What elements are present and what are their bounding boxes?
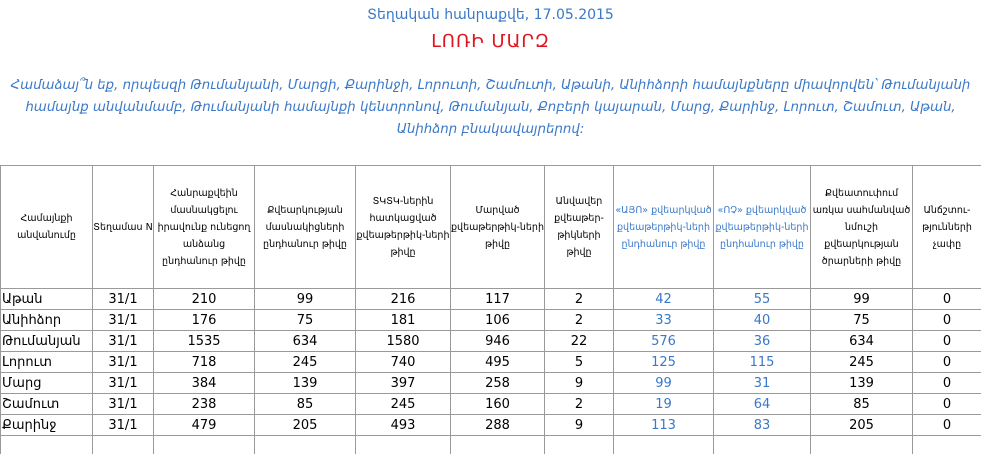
eligible-cell: 384 [154, 373, 255, 394]
col-header-discrepancy: Անճշտու-թյունների չափը [913, 166, 981, 289]
col-header-precinct: Տեղամաս N [93, 166, 154, 289]
community-name-cell: Մարց [1, 373, 93, 394]
cancelled-cell: 288 [451, 415, 545, 436]
table-row [1, 310, 981, 331]
referendum-question: Համաձայ՞ն եք, որպեսզի Թումանյանի, Մարցի, Քարինջի, Լորուտի, Շամուտի, Աթանի, Անիհձորի համայնքները միավորվեն՝ Թումանյանի համայնք անվանմամբ, Թումանյանի համայնքի կենտրոնով, Թումանյան, Քոբերի կայարան, Մարց, Քարինջ, Լորուտ, Շամուտ, Աթան, Անիհձոր բնակավայրերով: [10, 78, 971, 137]
results-table [0, 165, 981, 454]
community-name-cell: Քարինջ [1, 415, 93, 436]
table-row [1, 289, 981, 310]
yes-votes-cell: 125 [614, 352, 714, 373]
table-row [1, 331, 981, 352]
empty-cell [913, 436, 981, 455]
envelopes-cell: 245 [811, 352, 913, 373]
community-name-cell: Անիհձոր [1, 310, 93, 331]
participants-cell: 634 [255, 331, 356, 352]
participants-cell: 139 [255, 373, 356, 394]
referendum-subtitle: Տեղական հանրաքվե, 17.05.2015 [367, 7, 614, 23]
discrepancy-cell: 0 [913, 289, 981, 310]
community-name-cell: Աթան [1, 289, 93, 310]
yes-votes-cell: 42 [614, 289, 714, 310]
precinct-cell: 31/1 [93, 394, 154, 415]
invalid-cell: 9 [545, 415, 614, 436]
col-header-participants: Քվեարկության մասնակիցների ընդհանուր թիվը [255, 166, 356, 289]
precinct-cell: 31/1 [93, 331, 154, 352]
empty-cell [93, 436, 154, 455]
allocated-cell: 493 [356, 415, 451, 436]
no-votes-cell: 64 [714, 394, 811, 415]
empty-cell [356, 436, 451, 455]
empty-cell [714, 436, 811, 455]
table-row [1, 352, 981, 373]
col-header-yes: «ԱՅՈ» քվեարկված քվեաթերթիկ-ների ընդհանուր թիվը [614, 166, 714, 289]
empty-cell [255, 436, 356, 455]
yes-votes-cell: 576 [614, 331, 714, 352]
invalid-cell: 2 [545, 310, 614, 331]
allocated-cell: 740 [356, 352, 451, 373]
envelopes-cell: 139 [811, 373, 913, 394]
empty-cell [811, 436, 913, 455]
cancelled-cell: 160 [451, 394, 545, 415]
envelopes-cell: 205 [811, 415, 913, 436]
allocated-cell: 1580 [356, 331, 451, 352]
community-name-cell: Շամուտ [1, 394, 93, 415]
empty-cell [614, 436, 714, 455]
yes-votes-cell: 99 [614, 373, 714, 394]
discrepancy-cell: 0 [913, 310, 981, 331]
invalid-cell: 9 [545, 373, 614, 394]
envelopes-cell: 634 [811, 331, 913, 352]
table-row [1, 394, 981, 415]
col-header-cancelled: Մարված քվեաթերթիկ-ների թիվը [451, 166, 545, 289]
yes-votes-cell: 33 [614, 310, 714, 331]
cancelled-cell: 258 [451, 373, 545, 394]
participants-cell: 85 [255, 394, 356, 415]
col-header-no: «ՈՉ» քվեարկված քվեաթերթիկ-ների ընդհանուր թիվը [714, 166, 811, 289]
allocated-cell: 245 [356, 394, 451, 415]
participants-cell: 205 [255, 415, 356, 436]
precinct-cell: 31/1 [93, 352, 154, 373]
col-header-community: Համայնքի անվանումը [1, 166, 93, 289]
cancelled-cell: 106 [451, 310, 545, 331]
col-header-allocated: ՏԿՏԿ-ներին հատկացված քվեաթերթիկ-ների թիվը [356, 166, 451, 289]
no-votes-cell: 83 [714, 415, 811, 436]
discrepancy-cell: 0 [913, 352, 981, 373]
empty-cell [154, 436, 255, 455]
eligible-cell: 479 [154, 415, 255, 436]
col-header-envelopes: Քվեատուփում առկա սահմանված նմուշի քվեարկության ծրարների թիվը [811, 166, 913, 289]
invalid-cell: 2 [545, 394, 614, 415]
no-votes-cell: 40 [714, 310, 811, 331]
empty-cell [451, 436, 545, 455]
discrepancy-cell: 0 [913, 373, 981, 394]
discrepancy-cell: 0 [913, 394, 981, 415]
cancelled-cell: 495 [451, 352, 545, 373]
no-votes-cell: 31 [714, 373, 811, 394]
eligible-cell: 210 [154, 289, 255, 310]
eligible-cell: 718 [154, 352, 255, 373]
empty-row [1, 436, 981, 455]
participants-cell: 99 [255, 289, 356, 310]
cancelled-cell: 946 [451, 331, 545, 352]
invalid-cell: 2 [545, 289, 614, 310]
no-votes-cell: 115 [714, 352, 811, 373]
precinct-cell: 31/1 [93, 373, 154, 394]
precinct-cell: 31/1 [93, 415, 154, 436]
precinct-cell: 31/1 [93, 289, 154, 310]
invalid-cell: 5 [545, 352, 614, 373]
empty-cell [1, 436, 93, 455]
yes-votes-cell: 19 [614, 394, 714, 415]
invalid-cell: 22 [545, 331, 614, 352]
envelopes-cell: 99 [811, 289, 913, 310]
discrepancy-cell: 0 [913, 415, 981, 436]
community-name-cell: Լորուտ [1, 352, 93, 373]
allocated-cell: 397 [356, 373, 451, 394]
allocated-cell: 216 [356, 289, 451, 310]
precinct-cell: 31/1 [93, 310, 154, 331]
eligible-cell: 176 [154, 310, 255, 331]
table-row [1, 373, 981, 394]
col-header-eligible: Հանրաքվեին մասնակցելու իրավունք ունեցող անձանց ընդհանուր թիվը [154, 166, 255, 289]
region-title: ԼՈՌԻ ՄԱՐԶ [431, 31, 550, 52]
allocated-cell: 181 [356, 310, 451, 331]
yes-votes-cell: 113 [614, 415, 714, 436]
no-votes-cell: 55 [714, 289, 811, 310]
envelopes-cell: 75 [811, 310, 913, 331]
table-row [1, 415, 981, 436]
discrepancy-cell: 0 [913, 331, 981, 352]
eligible-cell: 238 [154, 394, 255, 415]
envelopes-cell: 85 [811, 394, 913, 415]
empty-cell [545, 436, 614, 455]
cancelled-cell: 117 [451, 289, 545, 310]
participants-cell: 245 [255, 352, 356, 373]
no-votes-cell: 36 [714, 331, 811, 352]
table-body [1, 289, 981, 455]
participants-cell: 75 [255, 310, 356, 331]
community-name-cell: Թումանյան [1, 331, 93, 352]
col-header-invalid: Անվավեր քվեաթեր-թիկների թիվը [545, 166, 614, 289]
eligible-cell: 1535 [154, 331, 255, 352]
table-header-row [1, 166, 981, 289]
